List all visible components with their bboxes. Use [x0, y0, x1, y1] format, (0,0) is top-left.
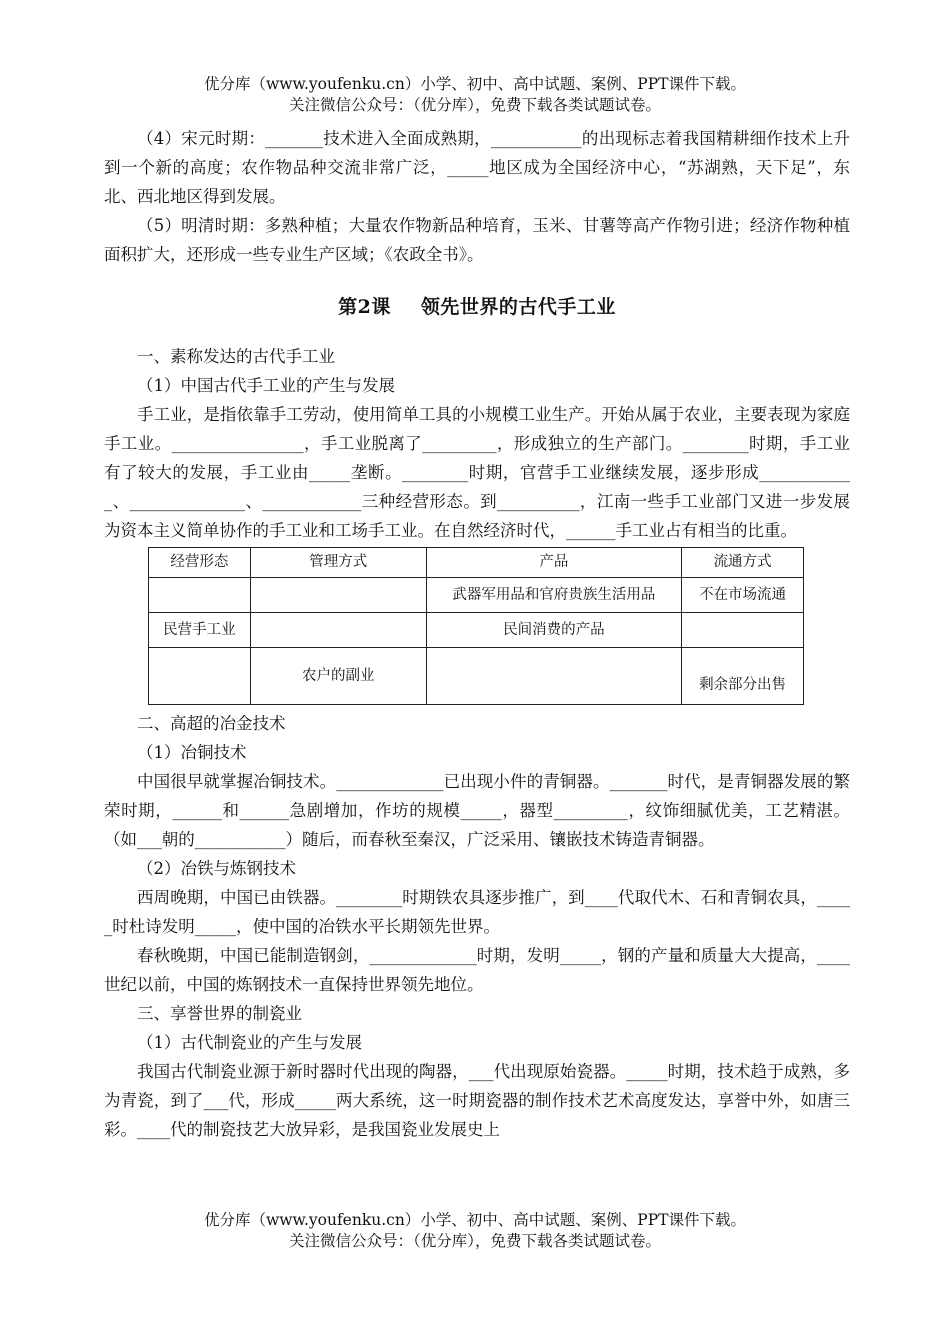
section-3-paragraph: 我国古代制瓷业源于新时器时代出现的陶器，___代出现原始瓷器。_____时期，技术趋于成熟，多为青瓷，到了___代，形成_____两大系统，这一时期瓷器的制作技术艺术高度发达，享誉中外，如唐三彩。____代的制瓷技艺大放异彩，是我国瓷业发展史上	[104, 1062, 850, 1139]
section-2-subheading-2: （2）冶铁与炼钢技术	[137, 859, 296, 878]
footer-line-1: 优分库（www.youfenku.cn）小学、初中、高中试题、案例、PPT课件下载。	[203, 1211, 747, 1229]
page-footer	[0, 1210, 950, 1252]
lesson-title	[104, 293, 850, 322]
table-cell	[149, 648, 251, 705]
section-3-heading: 三、享誉世界的制瓷业	[137, 1004, 302, 1023]
table-cell: 农户的副业	[250, 648, 426, 705]
table-row	[149, 613, 804, 648]
business-form-table	[148, 547, 804, 705]
lesson-name: 领先世界的古代手工业	[420, 296, 616, 318]
page-header	[0, 74, 950, 116]
table-header-cell: 经营形态	[149, 548, 251, 578]
table-header-cell: 流通方式	[682, 548, 804, 578]
table-cell: 民营手工业	[149, 613, 251, 648]
section-1-heading: 一、素称发达的古代手工业	[137, 347, 335, 366]
footer-line-2: 关注微信公众号：（优分库），免费下载各类试题试卷。	[288, 1232, 661, 1250]
intro-paragraph-5: （5）明清时期：多熟种植；大量农作物新品种培育，玉米、甘薯等高产作物引进；经济作物种植面积扩大，还形成一些专业生产区域；《农政全书》。	[104, 216, 850, 264]
table-row	[149, 648, 804, 705]
table-cell	[250, 613, 426, 648]
table-cell: 民间消费的产品	[426, 613, 682, 648]
table-cell: 不在市场流通	[682, 578, 804, 613]
table-cell: 剩余部分出售	[682, 648, 804, 705]
section-2-heading: 二、高超的冶金技术	[137, 714, 286, 733]
table-header-cell: 产品	[426, 548, 682, 578]
table-row	[149, 578, 804, 613]
section-2-paragraph-1: 中国很早就掌握冶铜技术。_____________已出现小件的青铜器。_______时代，是青铜器发展的繁荣时期，______和______急剧增加，作坊的规模_____，器型_________，纹饰细腻优美，工艺精湛。（如___朝的___________）随后，而春秋至秦汉，广泛采用、镶嵌技术铸造青铜器。	[104, 772, 850, 849]
section-2-subheading-1: （1）冶铜技术	[137, 743, 247, 762]
document-body	[104, 124, 850, 1144]
header-line-2: 关注微信公众号：（优分库），免费下载各类试题试卷。	[288, 96, 661, 114]
section-1-subheading-1: （1）中国古代手工业的产生与发展	[137, 376, 395, 395]
table-cell: 武器军用品和官府贵族生活用品	[426, 578, 682, 613]
table-cell	[426, 648, 682, 705]
table-cell	[149, 578, 251, 613]
intro-paragraph-4: （4）宋元时期：_______技术进入全面成熟期，___________的出现标志着我国精耕细作技术上升到一个新的高度；农作物品种交流非常广泛，_____地区成为全国经济中心，“苏湖熟，天下足”，东北、西北地区得到发展。	[104, 129, 850, 206]
section-2-paragraph-3: 春秋晚期，中国已能制造钢剑，_____________时期，发明_____，钢的产量和质量大大提高，____世纪以前，中国的炼钢技术一直保持世界领先地位。	[104, 946, 850, 994]
table-cell	[250, 578, 426, 613]
table-cell	[682, 613, 804, 648]
lesson-number: 第2课	[338, 296, 391, 318]
section-2-paragraph-2: 西周晚期，中国已由铁器。________时期铁农具逐步推广，到____代取代木、石和青铜农具，_____时杜诗发明_____，使中国的冶铁水平长期领先世界。	[104, 888, 850, 936]
header-line-1: 优分库（www.youfenku.cn）小学、初中、高中试题、案例、PPT课件下载。	[203, 75, 747, 93]
section-3-subheading-1: （1）古代制瓷业的产生与发展	[137, 1033, 362, 1052]
table-header-cell: 管理方式	[250, 548, 426, 578]
table-header-row	[149, 548, 804, 578]
section-1-paragraph: 手工业，是指依靠手工劳动，使用简单工具的小规模工业生产。开始从属于农业，主要表现为家庭手工业。________________，手工业脱离了_________，形成独立的生产部门。________时期，手工业有了较大的发展，手工业由_____垄断。________时期，官营手工业继续发展，逐步形成____________、______________、____________三种经营形态。到__________，江南一些手工业部门又进一步发展为资本主义简单协作的手工业和工场手工业。在自然经济时代，______手工业占有相当的比重。	[104, 405, 850, 540]
